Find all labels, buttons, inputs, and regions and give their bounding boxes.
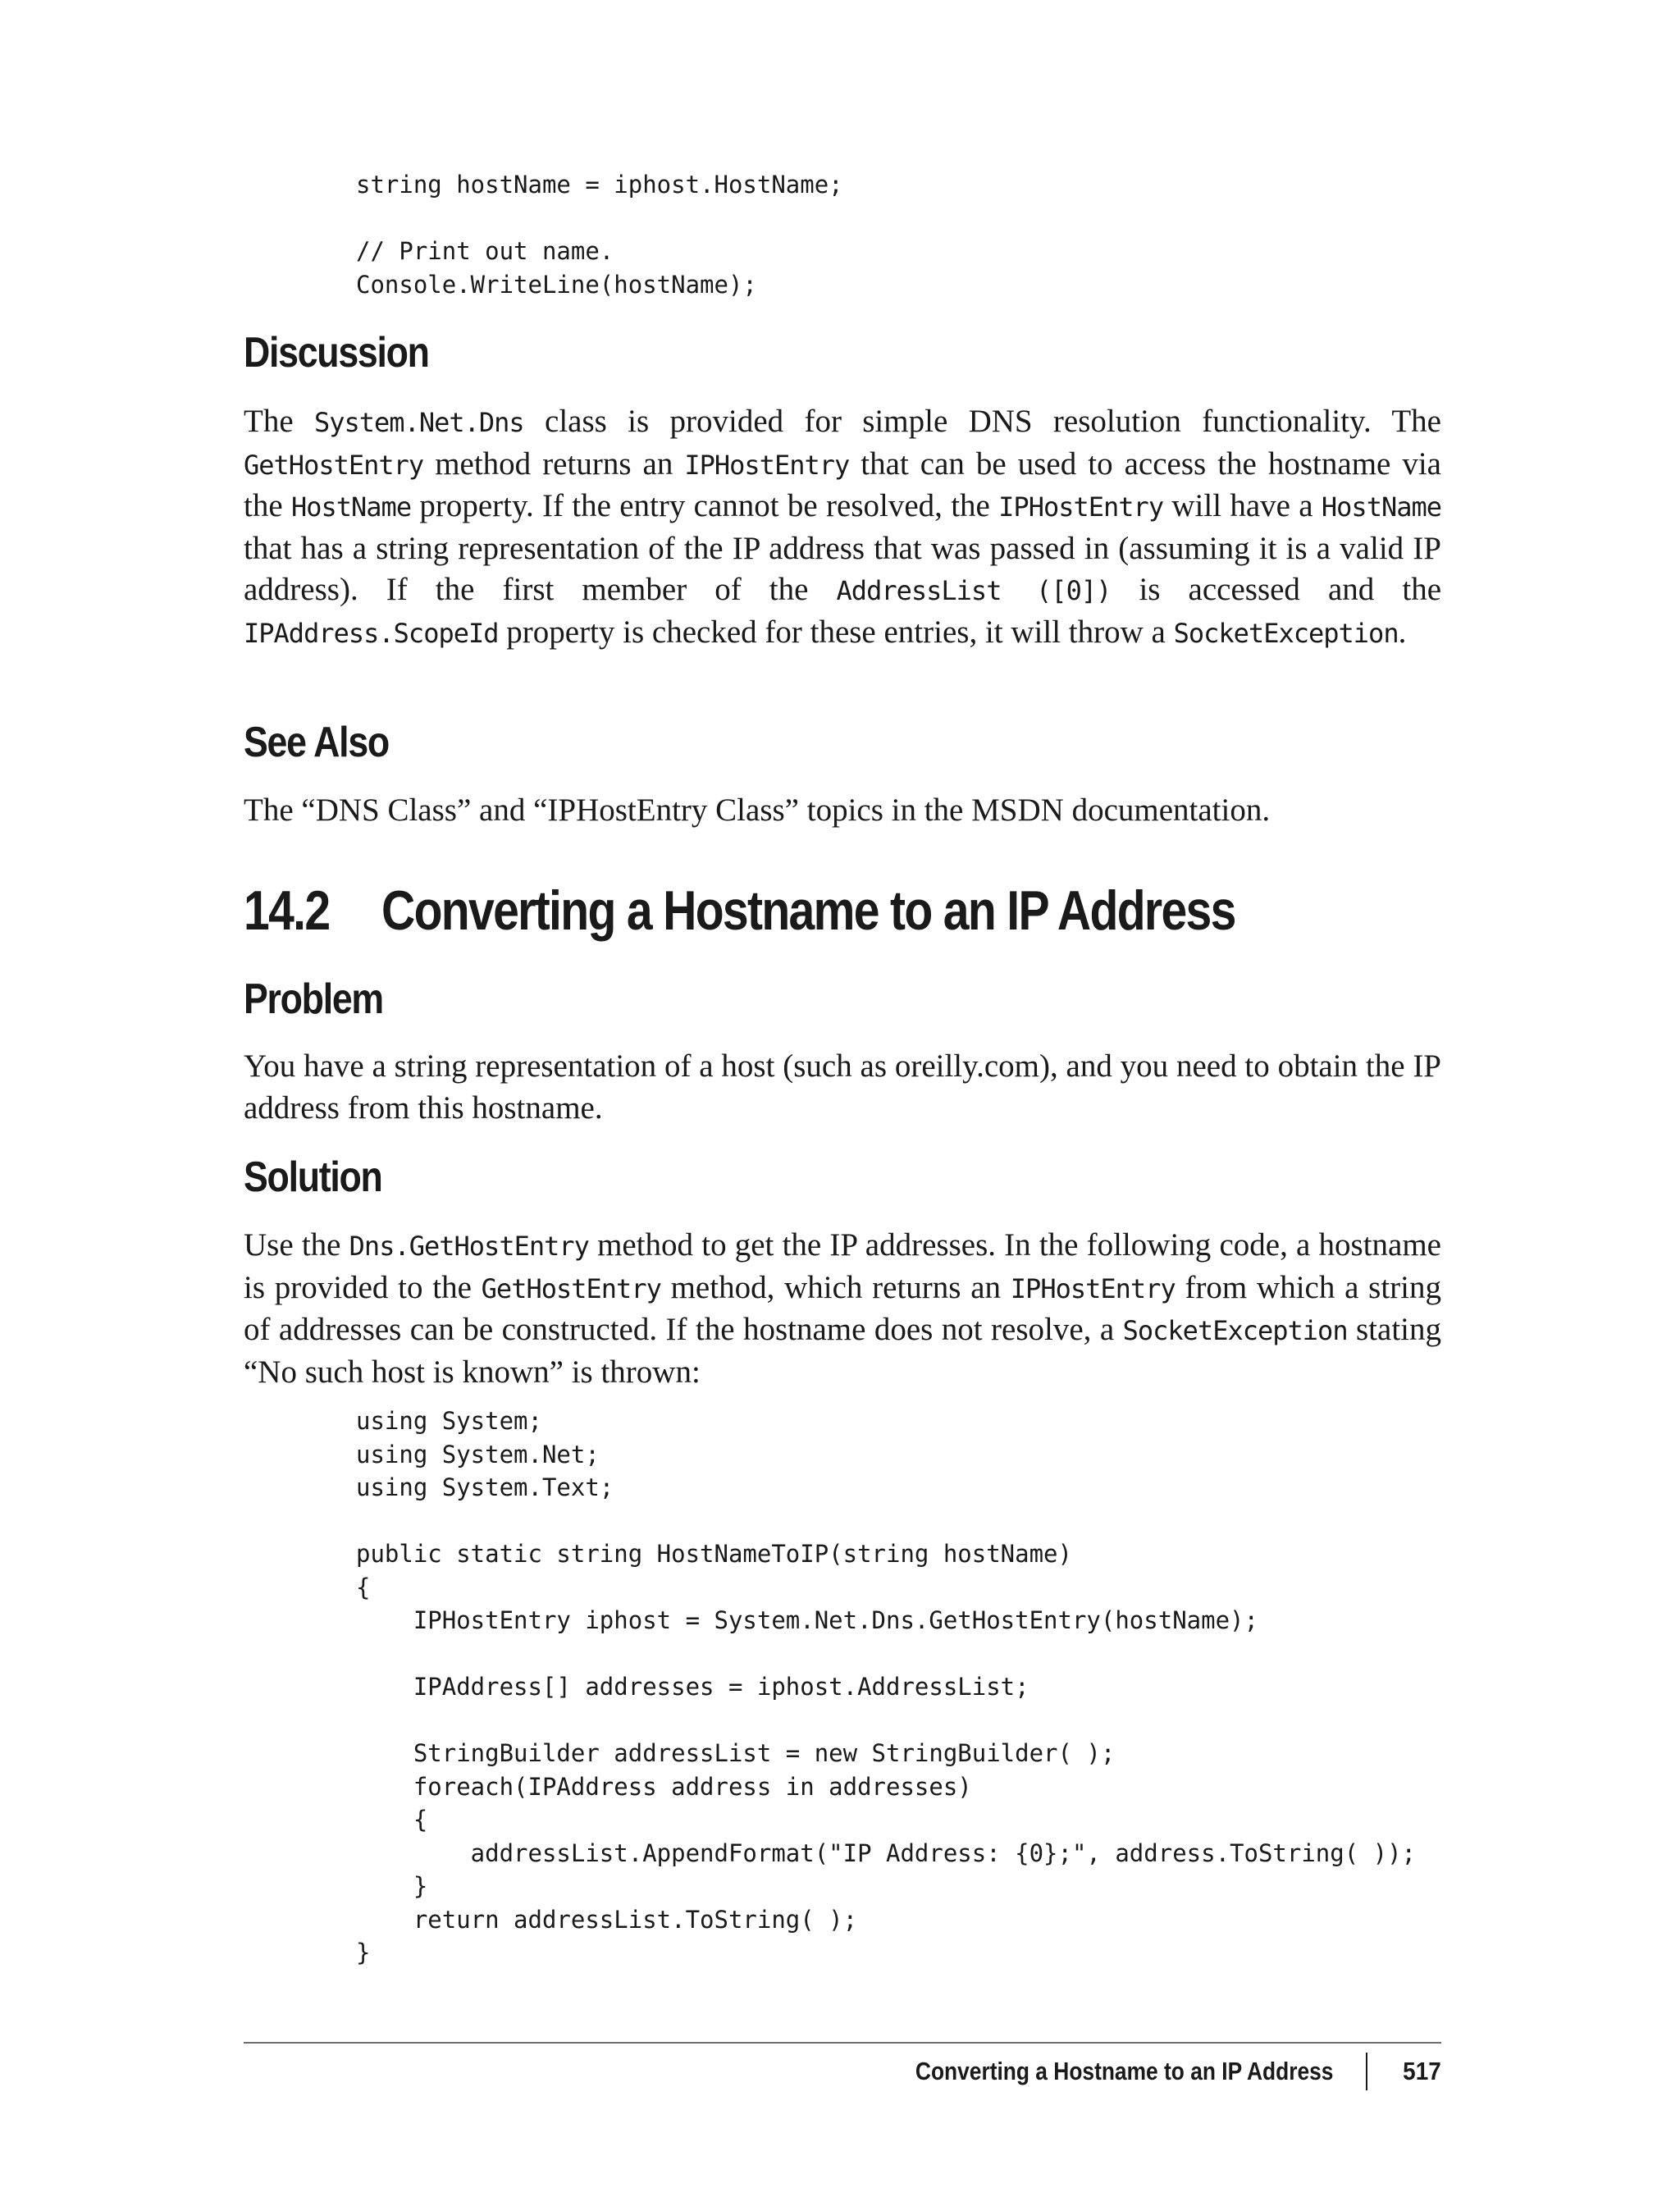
code-line: IPHostEntry iphost = System.Net.Dns.GetHostEntry(hostName); [356, 1606, 1258, 1634]
inline-code: IPHostEntry [684, 449, 850, 481]
inline-code: IPAddress.ScopeId [244, 617, 499, 649]
footer-rule [244, 2042, 1441, 2044]
code-line: IPAddress[] addresses = iphost.AddressList; [356, 1673, 1029, 1701]
inline-code: AddressList ([0]) [836, 575, 1112, 606]
code-line [356, 202, 1441, 235]
recipe-title [244, 878, 1249, 943]
inline-code: IPHostEntry [998, 491, 1164, 523]
see-also-section [244, 718, 1441, 767]
page-footer [842, 2051, 1441, 2092]
inline-code: HostName [1321, 491, 1442, 523]
see-also-paragraph: The “DNS Class” and “IPHostEntry Class” topics in the MSDN documentation. [244, 792, 1271, 828]
discussion-section [244, 328, 1441, 377]
inline-code: GetHostEntry [481, 1272, 661, 1304]
code-line: Console.WriteLine(hostName); [356, 270, 757, 299]
text-run: property. If the entry cannot be resolved, the [411, 488, 999, 523]
solution-section [244, 1153, 1441, 1202]
running-title: Converting a Hostname to an IP Address [915, 2057, 1334, 2085]
code-line [356, 1704, 1441, 1738]
text-run: method, which returns an [660, 1269, 1011, 1305]
code-line: return addressList.ToString( ); [356, 1905, 858, 1934]
code-line: { [356, 1806, 428, 1834]
code-line: using System; [356, 1407, 542, 1435]
problem-paragraph: You have a string representation of a host (such as oreilly.com), and you need to obtain the IP address from this hostname. [244, 1048, 1441, 1126]
code-line: StringBuilder addressList = new StringBuilder( ); [356, 1739, 1116, 1767]
code-block-main [244, 1404, 1441, 1970]
code-line: using System.Text; [356, 1473, 614, 1501]
code-listing [244, 1404, 1441, 1970]
text-run: . [1398, 614, 1407, 650]
problem-section [244, 975, 1441, 1024]
inline-code: Dns.GetHostEntry [349, 1231, 589, 1262]
code-line: } [356, 1872, 428, 1900]
problem-body [244, 1046, 1441, 1129]
page-number: 517 [1403, 2057, 1441, 2085]
inline-code: IPHostEntry [1010, 1272, 1176, 1304]
code-line: using System.Net; [356, 1440, 600, 1468]
text-run: from which a string of addresses can be constructed. If the hostname does not resolve, a [244, 1269, 1441, 1347]
text-run: that has a string representation of the IP address that was passed in (assuming it is a valid IP address). If the first member of the [244, 530, 1441, 607]
recipe-number: 14.2 [244, 879, 330, 942]
inline-code: HostName [290, 491, 412, 523]
code-line: // Print out name. [356, 237, 614, 265]
code-line: public static string HostNameToIP(string hostName) [356, 1540, 1072, 1568]
code-line: } [356, 1939, 371, 1966]
code-line [356, 1505, 1441, 1538]
text-run: stating “No such host is known” is thrown: [244, 1312, 1441, 1390]
inline-code: SocketException [1122, 1315, 1348, 1346]
code-line [356, 1637, 1441, 1671]
discussion-paragraph [244, 401, 1441, 654]
code-listing [244, 168, 1441, 301]
text-run: method returns an [423, 445, 685, 482]
code-line: foreach(IPAddress address in addresses) [356, 1772, 972, 1801]
see-also-body [244, 790, 1441, 832]
text-run: that can be used to access the hostname via the [244, 445, 1441, 523]
text-run: property is checked for these entries, it will throw a [498, 614, 1174, 650]
inline-code: SocketException [1173, 617, 1399, 649]
footer-separator [1366, 2053, 1367, 2090]
section-heading-problem: Problem [244, 975, 383, 1023]
discussion-body [244, 401, 1441, 654]
section-heading-discussion: Discussion [244, 329, 429, 377]
text-run: class is provided for simple DNS resolution functionality. The [523, 404, 1441, 439]
section-heading-see-also: See Also [244, 719, 389, 766]
code-block-top [244, 168, 1441, 301]
text-run: is accessed and the [1111, 572, 1442, 607]
text-run: will have a [1163, 488, 1322, 523]
code-line: { [356, 1573, 371, 1601]
text-run: Use the [244, 1227, 349, 1263]
solution-body [244, 1225, 1441, 1393]
section-title [244, 878, 1441, 943]
code-line: string hostName = iphost.HostName; [356, 171, 843, 199]
recipe-title-text: Converting a Hostname to an IP Address [381, 879, 1235, 942]
text-run: The [244, 404, 314, 439]
solution-paragraph [244, 1225, 1441, 1393]
inline-code: System.Net.Dns [313, 407, 524, 438]
section-heading-solution: Solution [244, 1153, 382, 1201]
text-run: method to get the IP addresses. In the following code, a hostname is provided to the [244, 1227, 1441, 1305]
inline-code: GetHostEntry [244, 449, 424, 481]
code-line: addressList.AppendFormat("IP Address: {0};", address.ToString( )); [356, 1838, 1417, 1867]
